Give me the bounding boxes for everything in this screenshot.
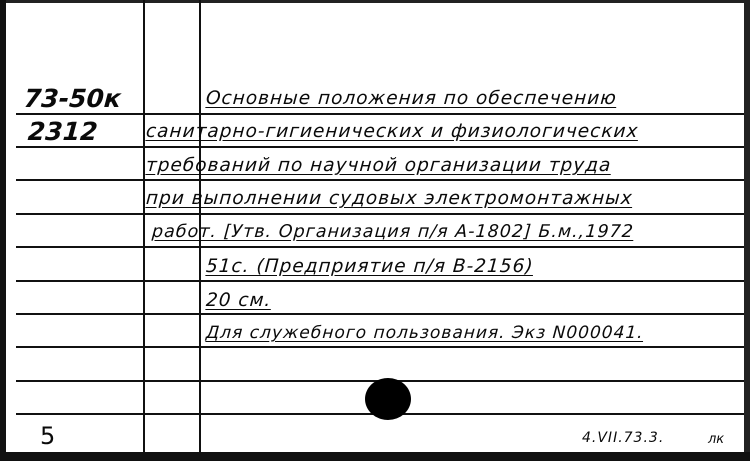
size-line: 20 см. <box>205 290 273 311</box>
publication-line: работ. [Утв. Организация п/я А-1802] Б.м.,1972 <box>151 222 635 242</box>
card-number: 2312 <box>26 117 99 146</box>
card-right-edge <box>744 0 750 461</box>
shelfmark: 73-50к <box>22 84 122 113</box>
margin-rule-left <box>143 0 145 452</box>
card-top-edge <box>0 0 750 3</box>
ruled-line <box>16 146 744 148</box>
cataloger-initials: лк <box>708 432 725 447</box>
card-bottom-edge <box>0 452 750 461</box>
title-line-4: при выполнении судовых электромонтажных <box>145 188 634 209</box>
card-index-number: 5 <box>40 422 56 450</box>
pagination-line: 51с. (Предприятие п/я В-2156) <box>205 256 535 277</box>
title-line-2: санитарно-гигиенических и физиологических <box>145 121 640 142</box>
ruled-line <box>16 313 744 315</box>
card-punch-hole <box>365 378 411 420</box>
restriction-line: Для служебного пользования. Экз N000041. <box>205 323 645 343</box>
ruled-line <box>16 213 744 215</box>
ruled-line <box>16 280 744 282</box>
card-left-edge <box>0 0 6 461</box>
ruled-line <box>16 246 744 248</box>
ruled-line <box>16 113 744 115</box>
ruled-line <box>16 346 744 348</box>
catalog-date: 4.VII.73.3. <box>582 430 665 446</box>
title-line-1: Основные положения по обеспечению <box>205 88 618 109</box>
ruled-line <box>16 179 744 181</box>
title-line-3: требований по научной организации труда <box>145 155 613 176</box>
